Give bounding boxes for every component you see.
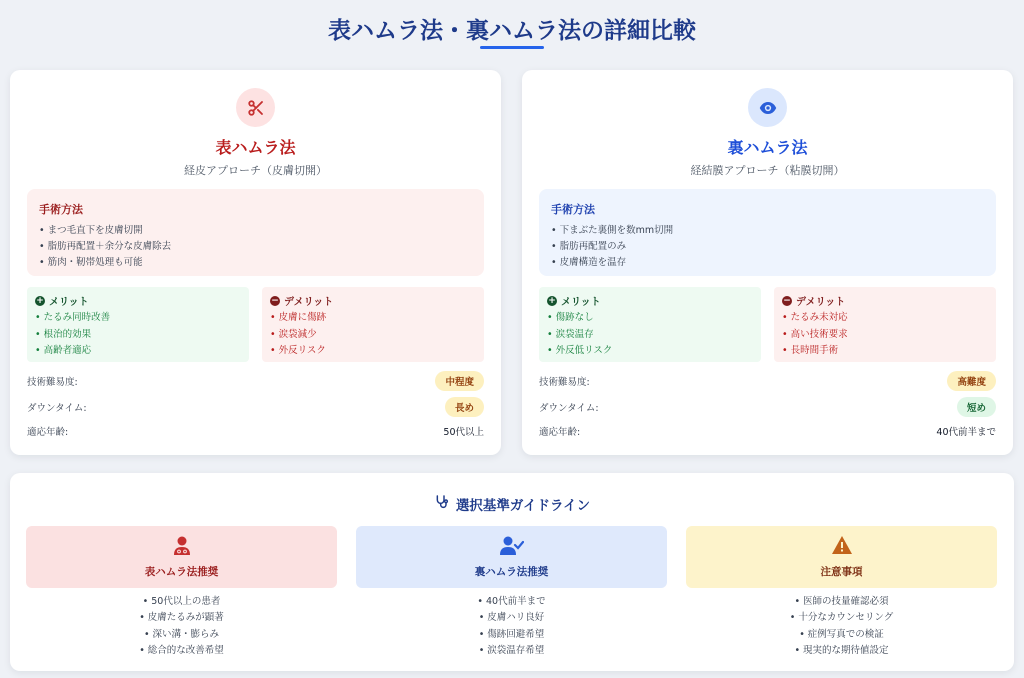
user-check-icon	[356, 536, 667, 556]
downtime-row	[27, 398, 484, 416]
list-item: • 総合的な改善希望	[139, 644, 224, 656]
title-underline	[480, 46, 544, 49]
age-row	[539, 422, 996, 440]
ura-recommend-list	[356, 594, 667, 659]
procedure-item: • 下まぶた裏側を数mm切開	[551, 225, 674, 236]
procedure-item: • 脂肪再配置のみ	[551, 241, 627, 252]
merit-box	[539, 287, 761, 362]
eye-icon	[748, 88, 787, 127]
demerit-box	[262, 287, 484, 362]
demerit-item: • 長時間手術	[782, 345, 839, 356]
method-name: 表ハムラ法	[215, 138, 296, 157]
procedure-box	[539, 189, 996, 276]
plus-circle-icon: +	[36, 295, 44, 306]
merit-item: • 傷跡なし	[547, 312, 594, 323]
guide-label: 注意事項	[820, 566, 863, 578]
age-value: 40代前半まで	[936, 427, 996, 438]
page-title: 表ハムラ法・裏ハムラ法の詳細比較	[328, 18, 696, 44]
age-value: 50代以上	[443, 427, 484, 438]
minus-circle-icon: −	[783, 295, 791, 306]
merit-box	[27, 287, 249, 362]
difficulty-label: 技術難易度:	[539, 377, 590, 388]
list-item: • 現実的な期待値設定	[794, 644, 889, 656]
procedure-item: • 脂肪再配置＋余分な皮膚除去	[39, 241, 172, 252]
guideline-title: 選択基準ガイドライン	[455, 498, 591, 514]
list-item: • 皮膚たるみが顕著	[139, 612, 224, 624]
guideline-header	[10, 494, 1014, 514]
guideline-card	[10, 473, 1014, 671]
demerit-item: • 高い技術要求	[782, 328, 848, 340]
list-item: • 皮膚ハリ良好	[478, 612, 545, 624]
difficulty-label: 技術難易度:	[27, 377, 78, 388]
merit-item: • たるみ同時改善	[35, 312, 111, 323]
merit-item: • 高齢者適応	[35, 345, 92, 356]
merit-title: メリット	[561, 297, 601, 308]
procedure-title: 手術方法	[39, 203, 83, 216]
caution-list	[686, 594, 997, 659]
difficulty-badge: 中程度	[435, 371, 484, 391]
downtime-row	[539, 398, 996, 416]
difficulty-row	[539, 372, 996, 390]
demerit-title: デメリット	[796, 297, 846, 308]
procedure-title: 手術方法	[551, 203, 595, 216]
demerit-item: • 涙袋減少	[270, 328, 317, 340]
warning-icon	[686, 536, 997, 554]
method-subtitle: 経皮アプローチ（皮膚切開）	[184, 164, 327, 177]
list-item: • 傷跡回避希望	[478, 628, 545, 640]
guide-label: 裏ハムラ法推奨	[474, 566, 549, 578]
omote-recommend-box	[26, 526, 337, 588]
downtime-label: ダウンタイム:	[539, 403, 599, 414]
list-item: • 涙袋温存希望	[478, 644, 545, 656]
procedure-box	[27, 189, 484, 276]
demerit-item: • 外反リスク	[270, 345, 326, 356]
difficulty-badge: 高難度	[947, 371, 996, 391]
procedure-item: • まつ毛直下を皮膚切開	[39, 225, 143, 236]
stethoscope-icon	[434, 494, 450, 514]
demerit-item: • たるみ未対応	[782, 312, 848, 323]
plus-circle-icon: +	[548, 295, 556, 306]
method-name: 裏ハムラ法	[727, 138, 808, 157]
procedure-item: • 筋肉・靭帯処理も可能	[39, 257, 143, 268]
ura-hamura-card	[522, 70, 1013, 455]
demerit-title: デメリット	[284, 297, 334, 308]
guide-label: 表ハムラ法推奨	[144, 566, 219, 578]
age-label: 適応年齢:	[539, 427, 581, 438]
caution-box	[686, 526, 997, 588]
list-item: • 十分なカウンセリング	[789, 612, 894, 624]
list-item: • 40代前半まで	[477, 596, 546, 607]
scissors-icon	[236, 88, 275, 127]
list-item: • 50代以上の患者	[142, 596, 221, 607]
downtime-badge: 長め	[445, 397, 484, 417]
merit-title: メリット	[49, 297, 89, 308]
downtime-badge: 短め	[957, 397, 996, 417]
procedure-item: • 皮膚構造を温存	[551, 257, 627, 268]
age-row	[27, 422, 484, 440]
omote-recommend-list	[26, 594, 337, 659]
downtime-label: ダウンタイム:	[27, 403, 87, 414]
difficulty-row	[27, 372, 484, 390]
merit-item: • 根治的効果	[35, 328, 92, 340]
ura-recommend-box	[356, 526, 667, 588]
omote-hamura-card	[10, 70, 501, 455]
age-label: 適応年齢:	[27, 427, 69, 438]
list-item: • 深い溝・膨らみ	[143, 628, 220, 640]
list-item: • 医師の技量確認必須	[794, 596, 889, 607]
doctor-icon	[26, 536, 337, 556]
list-item: • 症例写真での検証	[799, 628, 884, 640]
minus-circle-icon: −	[271, 295, 279, 306]
demerit-item: • 皮膚に傷跡	[270, 312, 327, 323]
method-subtitle: 経結膜アプローチ（粘膜切開）	[690, 164, 845, 177]
demerit-box	[774, 287, 996, 362]
merit-item: • 外反低リスク	[547, 345, 613, 356]
merit-item: • 涙袋温存	[547, 328, 594, 340]
